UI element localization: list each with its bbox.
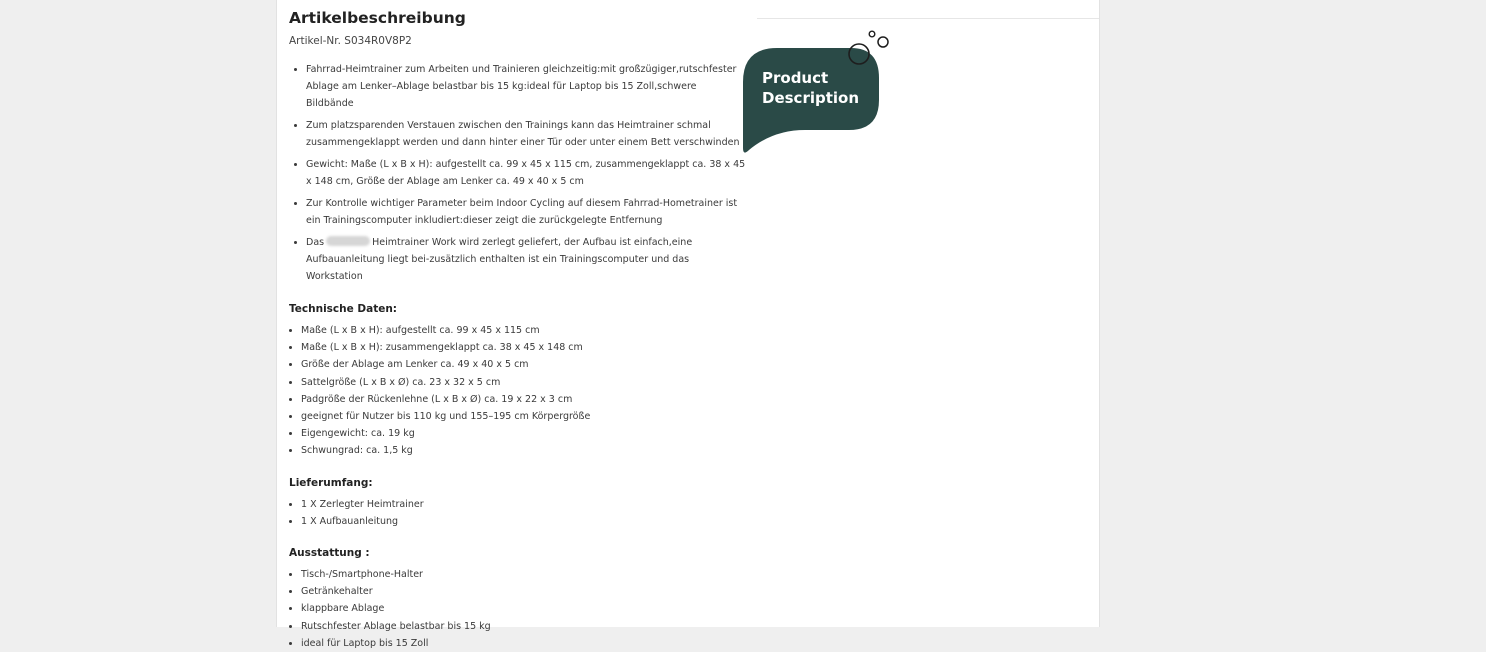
badge-label-line2: Description (762, 89, 860, 107)
feature-bullet (306, 234, 747, 285)
technical-data-heading: Technische Daten: (289, 303, 398, 315)
delivery-list (289, 496, 747, 530)
technical-data-list (289, 322, 747, 460)
list-item: • ideal für Laptop bis 15 Zoll (301, 635, 747, 652)
list-item: • Getränkehalter (301, 583, 747, 600)
list-item: • Sattelgröße (L x B x Ø) ca. 23 x 32 x 5 cm (301, 374, 747, 391)
article-number: Artikel-Nr. S034R0V8P2 (289, 35, 412, 47)
list-item: • Rutschfester Ablage belastbar bis 15 kg (301, 618, 747, 635)
list-item: • Maße (L x B x H): aufgestellt ca. 99 x 45 x 115 cm (301, 322, 747, 339)
delivery-heading: Lieferumfang: (289, 476, 373, 489)
equipment-list (289, 566, 747, 652)
list-item: • Eigengewicht: ca. 19 kg (301, 425, 747, 442)
list-item: • klappbare Ablage (301, 600, 747, 617)
list-item: • Größe der Ablage am Lenker ca. 49 x 40 x 5 cm (301, 356, 747, 373)
feature-bullet-prefix: Das (306, 237, 325, 248)
feature-bullet: • Gewicht: Maße (L x B x H): aufgestellt ca. 99 x 45 x 115 cm, zusammengeklappt ca. 38 x 45 x 148 cm, Größe der Ablage am Lenker ca. 49 x 40 x 5 cm (306, 156, 747, 190)
side-panel-divider (757, 18, 1099, 19)
list-item: • Maße (L x B x H): zusammengeklappt ca. 38 x 45 x 148 cm (301, 339, 747, 356)
product-description-panel (276, 0, 758, 649)
description-content (289, 8, 747, 652)
list-item: • 1 X Zerlegter Heimtrainer (301, 496, 747, 513)
feature-bullet-suffix: Heimtrainer Work wird zerlegt geliefert, der Aufbau ist einfach,eine Aufbauanleitung liegt bei-zusätzlich enthalten ist ein Trainingscomputer und das Workstation (306, 237, 693, 282)
badge-label (762, 68, 872, 108)
bubbles-icon (844, 28, 894, 68)
feature-bullet: • Fahrrad-Heimtrainer zum Arbeiten und Trainieren gleichzeitig:mit großzügiger,rutschfester Ablage am Lenker–Ablage belastbar bis 15 kg:ideal für Laptop bis 15 Zoll,schwere Bildbände (306, 61, 747, 112)
list-item: • Schwungrad: ca. 1,5 kg (301, 442, 747, 459)
list-item: • Tisch-/Smartphone-Halter (301, 566, 747, 583)
badge-label-line1: Product (762, 69, 829, 87)
list-item: • 1 X Aufbauanleitung (301, 513, 747, 530)
feature-bullet: • Zum platzsparenden Verstauen zwischen den Trainings kann das Heimtrainer schmal zusammengeklappt werden und dann hinter einer Tür oder unter einem Bett verschwinden (306, 117, 747, 151)
list-item: • Padgröße der Rückenlehne (L x B x Ø) ca. 19 x 22 x 3 cm (301, 391, 747, 408)
feature-bullet: • Zur Kontrolle wichtiger Parameter beim Indoor Cycling auf diesem Fahrrad-Hometrainer ist ein Trainingscomputer inkludiert:dieser zeigt die zurückgelegte Entfernung (306, 195, 747, 229)
feature-bullet-list (289, 61, 747, 285)
description-heading: Artikelbeschreibung (289, 9, 466, 27)
blurred-brand-name (326, 236, 370, 246)
list-item: • geeignet für Nutzer bis 110 kg und 155–195 cm Körpergröße (301, 408, 747, 425)
equipment-heading: Ausstattung : (289, 547, 370, 560)
